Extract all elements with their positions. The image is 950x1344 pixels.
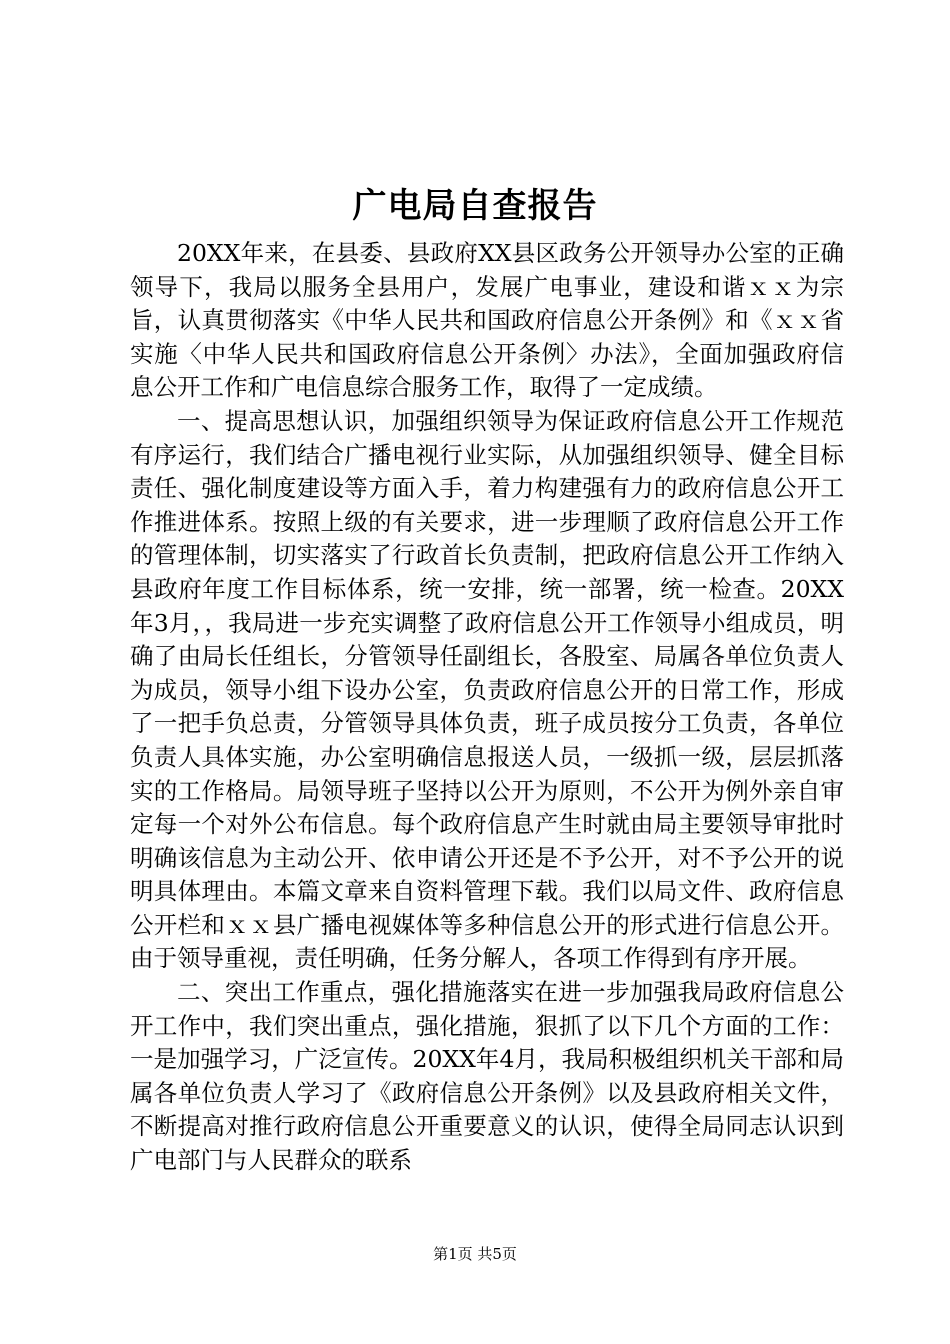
body-paragraph-intro: 20XX年来，在县委、县政府XX县区政务公开领导办公室的正确领导下，我局以服务全县用户，发展广电事业，建设和谐ｘｘ为宗旨，认真贯彻落实《中华人民共和国政府信息公开条例》和《ｘｘ省实施〈中华人民共和国政府信息公开条例〉办法》，全面加强政府信息公开工作和广电信息综合服务工作，取得了一定成绩。	[130, 239, 844, 402]
page-number-footer: 第1页 共5页	[433, 1245, 517, 1263]
body-paragraph-section-1: 一、提高思想认识，加强组织领导为保证政府信息公开工作规范有序运行，我们结合广播电视行业实际，从加强组织领导、健全目标责任、强化制度建设等方面入手，着力构建强有力的政府信息公开工作推进体系。按照上级的有关要求，进一步理顺了政府信息公开工作的管理体制，切实落实了行政首长负责制，把政府信息公开工作纳入县政府年度工作目标体系，统一安排，统一部署，统一检查。20XX年3月，，我局进一步充实调整了政府信息公开工作领导小组成员，明确了由局长任组长，分管领导任副组长，各股室、局属各单位负责人为成员，领导小组下设办公室，负责政府信息公开的日常工作，形成了一把手负总责，分管领导具体负责，班子成员按分工负责，各单位负责人具体实施，办公室明确信息报送人员，一级抓一级，层层抓落实的工作格局。局领导班子坚持以公开为原则，不公开为例外亲自审定每一个对外公布信息。每个政府信息产生时就由局主要领导审批时明确该信息为主动公开、依申请公开还是不予公开，对不予公开的说明具体理由。本篇文章来自资料管理下载。我们以局文件、政府信息公开栏和ｘｘ县广播电视媒体等多种信息公开的形式进行信息公开。由于领导重视，责任明确，任务分解人，各项工作得到有序开展。	[130, 406, 844, 973]
body-paragraph-section-2: 二、突出工作重点，强化措施落实在进一步加强我局政府信息公开工作中，我们突出重点，强化措施，狠抓了以下几个方面的工作：一是加强学习，广泛宣传。20XX年4月，我局积极组织机关干部和局属各单位负责人学习了《政府信息公开条例》以及县政府相关文件，不断提高对推行政府信息公开重要意义的认识，使得全局同志认识到广电部门与人民群众的联系	[130, 978, 844, 1175]
document-body	[130, 237, 844, 1178]
document-title: 广电局自查报告	[352, 186, 598, 226]
